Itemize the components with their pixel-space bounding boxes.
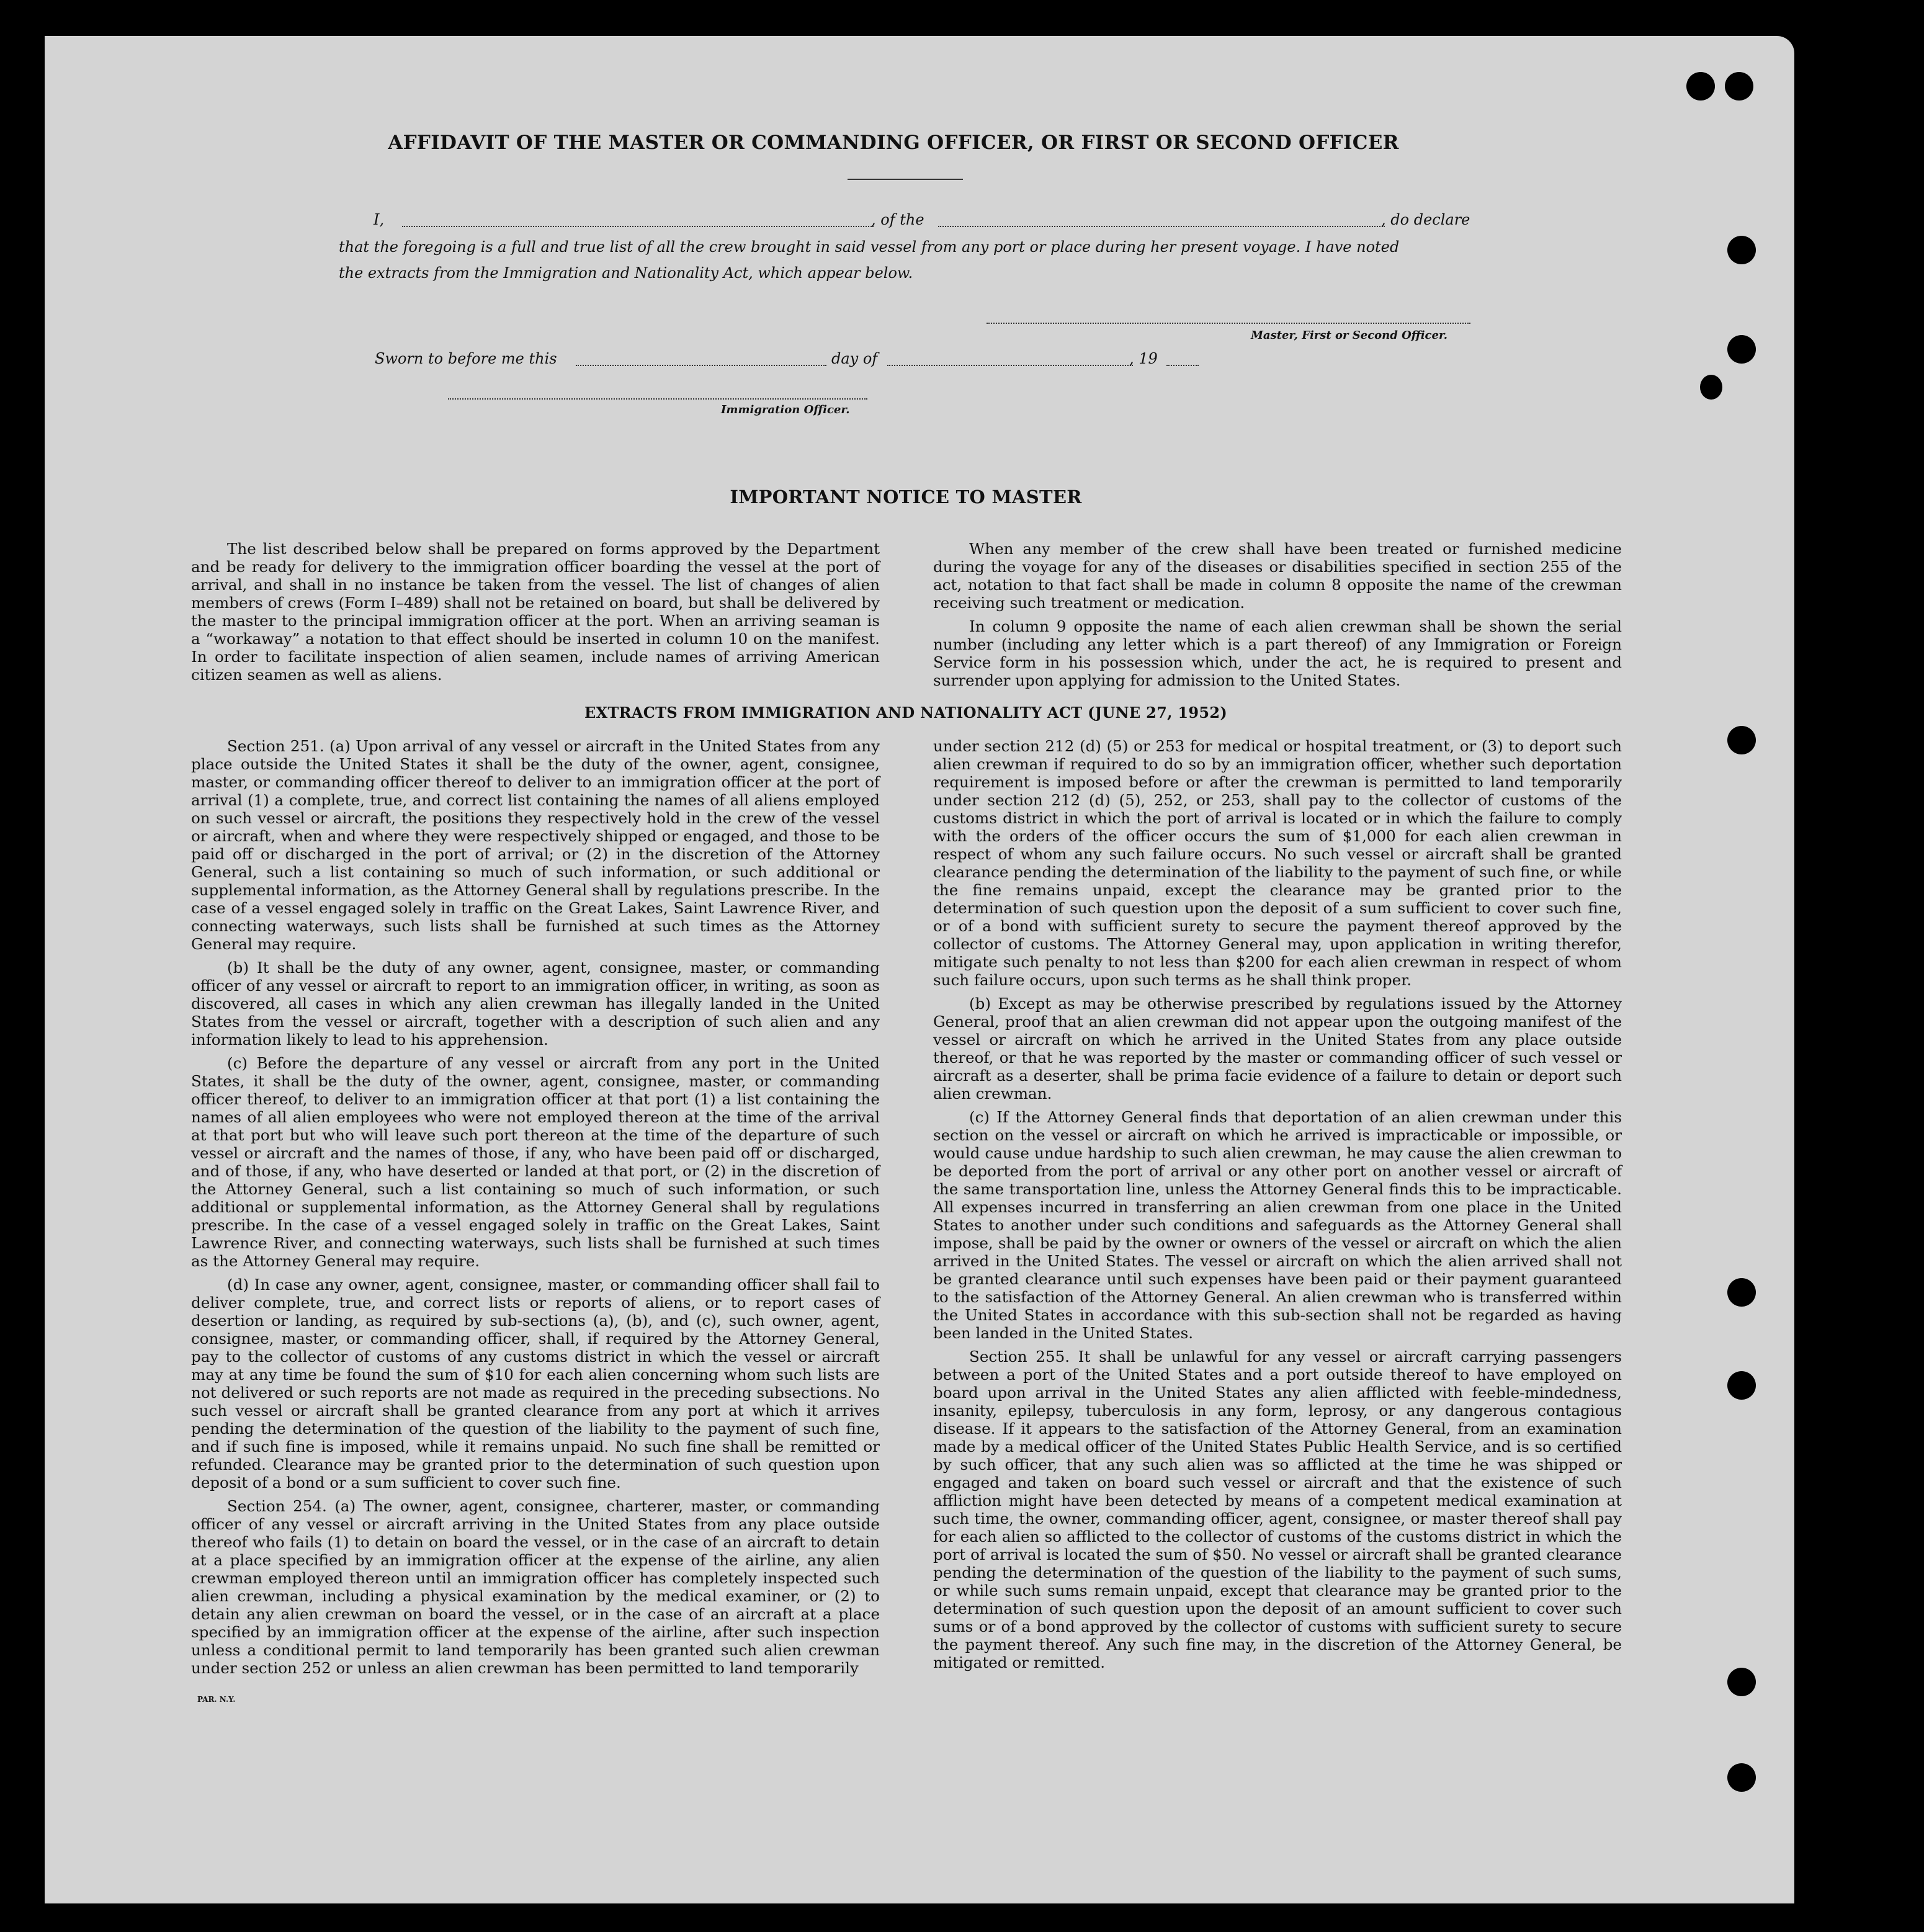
- notice-title: IMPORTANT NOTICE TO MASTER: [730, 486, 1082, 508]
- punch-hole: [1727, 236, 1756, 264]
- vessel-blank[interactable]: [938, 226, 1385, 227]
- name-blank[interactable]: [402, 226, 874, 227]
- punch-hole: [1686, 72, 1715, 101]
- declaration-line-2: that the foregoing is a full and true list of all the crew brought in said vessel from any port or place during her present voyage. I have noted: [339, 238, 1400, 256]
- extracts-title: EXTRACTS FROM IMMIGRATION AND NATIONALITY ACT (JUNE 27, 1952): [584, 704, 1228, 722]
- punch-hole: [1727, 726, 1756, 754]
- master-signature-line[interactable]: [987, 323, 1470, 324]
- punch-hole: [1727, 1668, 1756, 1696]
- affidavit-title: AFFIDAVIT OF THE MASTER OR COMMANDING OFFICER, OR FIRST OR SECOND OFFICER: [388, 132, 1399, 154]
- punch-hole: [1727, 1371, 1756, 1400]
- sworn-label: Sworn to before me this: [375, 350, 557, 367]
- extracts-left-column: [191, 737, 880, 1683]
- master-signature-label: Master, First or Second Officer.: [1251, 329, 1448, 342]
- officer-signature-line[interactable]: [448, 398, 867, 400]
- year-blank[interactable]: [1166, 365, 1199, 366]
- act-paragraph: (b) It shall be the duty of any owner, agent, consignee, master, or commanding officer of any vessel or aircraft to report to an immigration officer, in writing, as soon as discovered, all cases in which any alien crewman has illegally landed in the United States from the vessel or aircraft, together with a description of such alien and any information likely to lead to his apprehension.: [191, 959, 880, 1049]
- day-of-label: day of: [831, 350, 878, 367]
- act-paragraph: (c) Before the departure of any vessel or aircraft from any port in the United States, it shall be the duty of the owner, agent, consignee, master, or commanding officer thereof, to deliver to an immigration officer at that port (1) a list containing the names of all alien employees who were not employed thereon at the time of the arrival at that port but who will leave such port thereon at the time of the departure of such vessel or aircraft and the names of those, if any, who have been paid off or discharged, and of those, if any, who have deserted or landed at that port, or (2) in the discretion of the Attorney General, such a list containing so much of such information, or such additional or supplemental information, as the Attorney General shall by regulations prescribe. In the case of a vessel engaged solely in traffic on the Great Lakes, Saint Lawrence River, and connecting waterways, such lists shall be furnished at such times as the Attorney General may require.: [191, 1054, 880, 1270]
- notice-right-paragraph: When any member of the crew shall have been treated or furnished medicine during the voyage for any of the diseases or disabilities specified in section 255 of the act, notation to that fact shall be made in column 8 opposite the name of the crewman receiving such treatment or medication.: [933, 540, 1622, 612]
- sworn-day-blank[interactable]: [576, 365, 826, 366]
- punch-hole: [1725, 72, 1753, 101]
- year-label: , 19: [1129, 350, 1158, 367]
- declaration-i: I,: [374, 211, 385, 228]
- act-paragraph: (b) Except as may be otherwise prescribed by regulations issued by the Attorney General, proof that an alien crewman did not appear upon the outgoing manifest of the vessel or aircraft on which he arrived in the United States from any place outside thereof, or that he was reported by the master or commanding officer of such vessel or aircraft as a deserter, shall be prima facie evidence of a failure to detain or deport such alien crewman.: [933, 995, 1622, 1102]
- act-paragraph: under section 212 (d) (5) or 253 for medical or hospital treatment, or (3) to deport such alien crewman if required to do so by an immigration officer, whether such deportation requirement is imposed before or after the crewman is permitted to land temporarily under section 212 (d) (5), 252, or 253, shall pay to the collector of customs of the customs district in which the port of arrival is located or in which the failure to comply with the orders of the officer occurs the sum of $1,000 for each alien crewman in respect of whom any such failure occurs. No such vessel or aircraft shall be granted clearance pending the determination of the liability to the payment of such fine, or while the fine remains unpaid, except the clearance may be granted prior to the determination of such question upon the deposit of a sum sufficient to cover such fine, or of a bond with sufficient surety to secure the payment thereof approved by the collector of customs. The Attorney General may, upon application in writing therefor, mitigate such penalty to not less than $200 for each alien crewman in respect of whom such failure occurs, upon such terms as he shall think proper.: [933, 737, 1622, 989]
- punch-hole: [1727, 1763, 1756, 1792]
- title-underline: [848, 179, 963, 180]
- punch-hole: [1727, 335, 1756, 364]
- sworn-month-blank[interactable]: [887, 365, 1133, 366]
- declaration-of-the: , of the: [871, 211, 924, 228]
- act-paragraph: (c) If the Attorney General finds that deportation of an alien crewman under this section on the vessel or aircraft on which he arrived is impracticable or impossible, or would cause undue hardship to such alien crewman, he may cause the alien crewman to be deported from the port of arrival or any other port on another vessel or aircraft of the same transportation line, unless the Attorney General finds this to be impracticable. All expenses incurred in transferring an alien crewman from one place in the United States to another under such conditions and safeguards as the Attorney General shall impose, shall be paid by the owner or owners of the vessel or aircraft on which the alien arrived in the United States. The vessel or aircraft on which the alien arrived shall not be granted clearance until such expenses have been paid or their payment guaranteed to the satisfaction of the Attorney General. An alien crewman who is transferred within the United States in accordance with this sub-section shall not be regarded as having been landed in the United States.: [933, 1108, 1622, 1342]
- officer-signature-label: Immigration Officer.: [721, 403, 850, 416]
- act-paragraph: Section 254. (a) The owner, agent, consignee, charterer, master, or commanding officer of any vessel or aircraft arriving in the United States from any place outside thereof who fails (1) to detain on board the vessel, or in the case of an aircraft to detain at a place specified by an immigration officer at the expense of the airline, any alien crewman employed thereon until an immigration officer has completely inspected such alien crewman, including a physical examination by the medical examiner, or (2) to detain any alien crewman on board the vessel, or in the case of an aircraft at a place specified by an immigration officer at the expense of the airline, after such inspection unless a conditional permit to land temporarily has been granted such alien crewman under section 252 or unless an alien crewman has been permitted to land temporarily: [191, 1497, 880, 1677]
- declaration-line-3: the extracts from the Immigration and Nationality Act, which appear below.: [339, 264, 913, 282]
- printer-mark: PAR. N.Y.: [197, 1695, 236, 1704]
- act-paragraph: (d) In case any owner, agent, consignee, master, or commanding officer shall fail to deliver complete, true, and correct lists or reports of aliens, or to report cases of desertion or landing, as required by sub-sections (a), (b), and (c), such owner, agent, consignee, master, or commanding officer, shall, if required by the Attorney General, pay to the collector of customs of any customs district in which the vessel or aircraft may at any time be found the sum of $10 for each alien concerning whom such lists are not delivered or such reports are not made as required in the preceding subsections. No such vessel or aircraft shall be granted clearance from any port at which it arrives pending the determination of the question of the liability to the payment of such fine, and if such fine is imposed, while it remains unpaid. No such fine shall be remitted or refunded. Clearance may be granted prior to the determination of such question upon deposit of a bond or a sum sufficient to cover such fine.: [191, 1276, 880, 1491]
- act-paragraph: Section 251. (a) Upon arrival of any vessel or aircraft in the United States from any place outside the United States it shall be the duty of the owner, agent, consignee, master, or commanding officer thereof to deliver to an immigration officer at the port of arrival (1) a complete, true, and correct list containing the names of all aliens employed on such vessel or aircraft, the positions they respectively hold in the crew of the vessel or aircraft, when and where they were respectively shipped or engaged, and those to be paid off or discharged in the port of arrival; or (2) in the discretion of the Attorney General, such a list containing so much of such information, or such additional or supplemental information, as the Attorney General shall by regulations prescribe. In the case of a vessel engaged solely in traffic on the Great Lakes, Saint Lawrence River, and connecting waterways, such lists shall be furnished at such times as the Attorney General may require.: [191, 737, 880, 953]
- act-paragraph: Section 255. It shall be unlawful for any vessel or aircraft carrying passengers between a port of the United States and a port outside thereof to have employed on board upon arrival in the United States any alien afflicted with feeble-mindedness, insanity, epilepsy, tuberculosis in any form, leprosy, or any dangerous contagious disease. If it appears to the satisfaction of the Attorney General, from an examination made by a medical officer of the United States Public Health Service, and is so certified by such officer, that any such alien was so afflicted at the time he was shipped or engaged and taken on board such vessel or aircraft and that the existence of such affliction might have been detected by means of a competent medical examination at such time, the owner, commanding officer, agent, consignee, or master thereof shall pay for each alien so afflicted to the collector of customs of the customs district in which the port of arrival is located the sum of $50. No vessel or aircraft shall be granted clearance pending the determination of the question of the liability to the payment of such sums, or while such sums remain unpaid, except that clearance may be granted prior to the determination of such question upon the deposit of an amount sufficient to cover such sums or of a bond approved by the collector of customs with sufficient surety to secure the payment thereof. Any such fine may, in the discretion of the Attorney General, be mitigated or remitted.: [933, 1348, 1622, 1671]
- notice-right-paragraph: In column 9 opposite the name of each alien crewman shall be shown the serial number (including any letter which is a part thereof) of any Immigration or Foreign Service form in his possession which, under the act, he is required to present and surrender upon applying for admission to the United States.: [933, 617, 1622, 689]
- declaration-do-declare: , do declare: [1381, 211, 1470, 228]
- punch-hole: [1727, 1278, 1756, 1307]
- punch-hole: [1700, 375, 1722, 400]
- notice-right-column: [933, 540, 1622, 695]
- notice-left-column: [191, 540, 880, 689]
- extracts-right-column: [933, 737, 1622, 1677]
- notice-left-paragraph: The list described below shall be prepared on forms approved by the Department and be ready for delivery to the immigration officer boarding the vessel at the port of arrival, and shall in no instance be taken from the vessel. The list of changes of alien members of crews (Form I–489) shall not be retained on board, but shall be delivered by the master to the principal immigration officer at the port. When an arriving seaman is a “workaway” a notation to that effect should be inserted in column 10 on the manifest. In order to facilitate inspection of alien seamen, include names of arriving American citizen seamen as well as aliens.: [191, 540, 880, 684]
